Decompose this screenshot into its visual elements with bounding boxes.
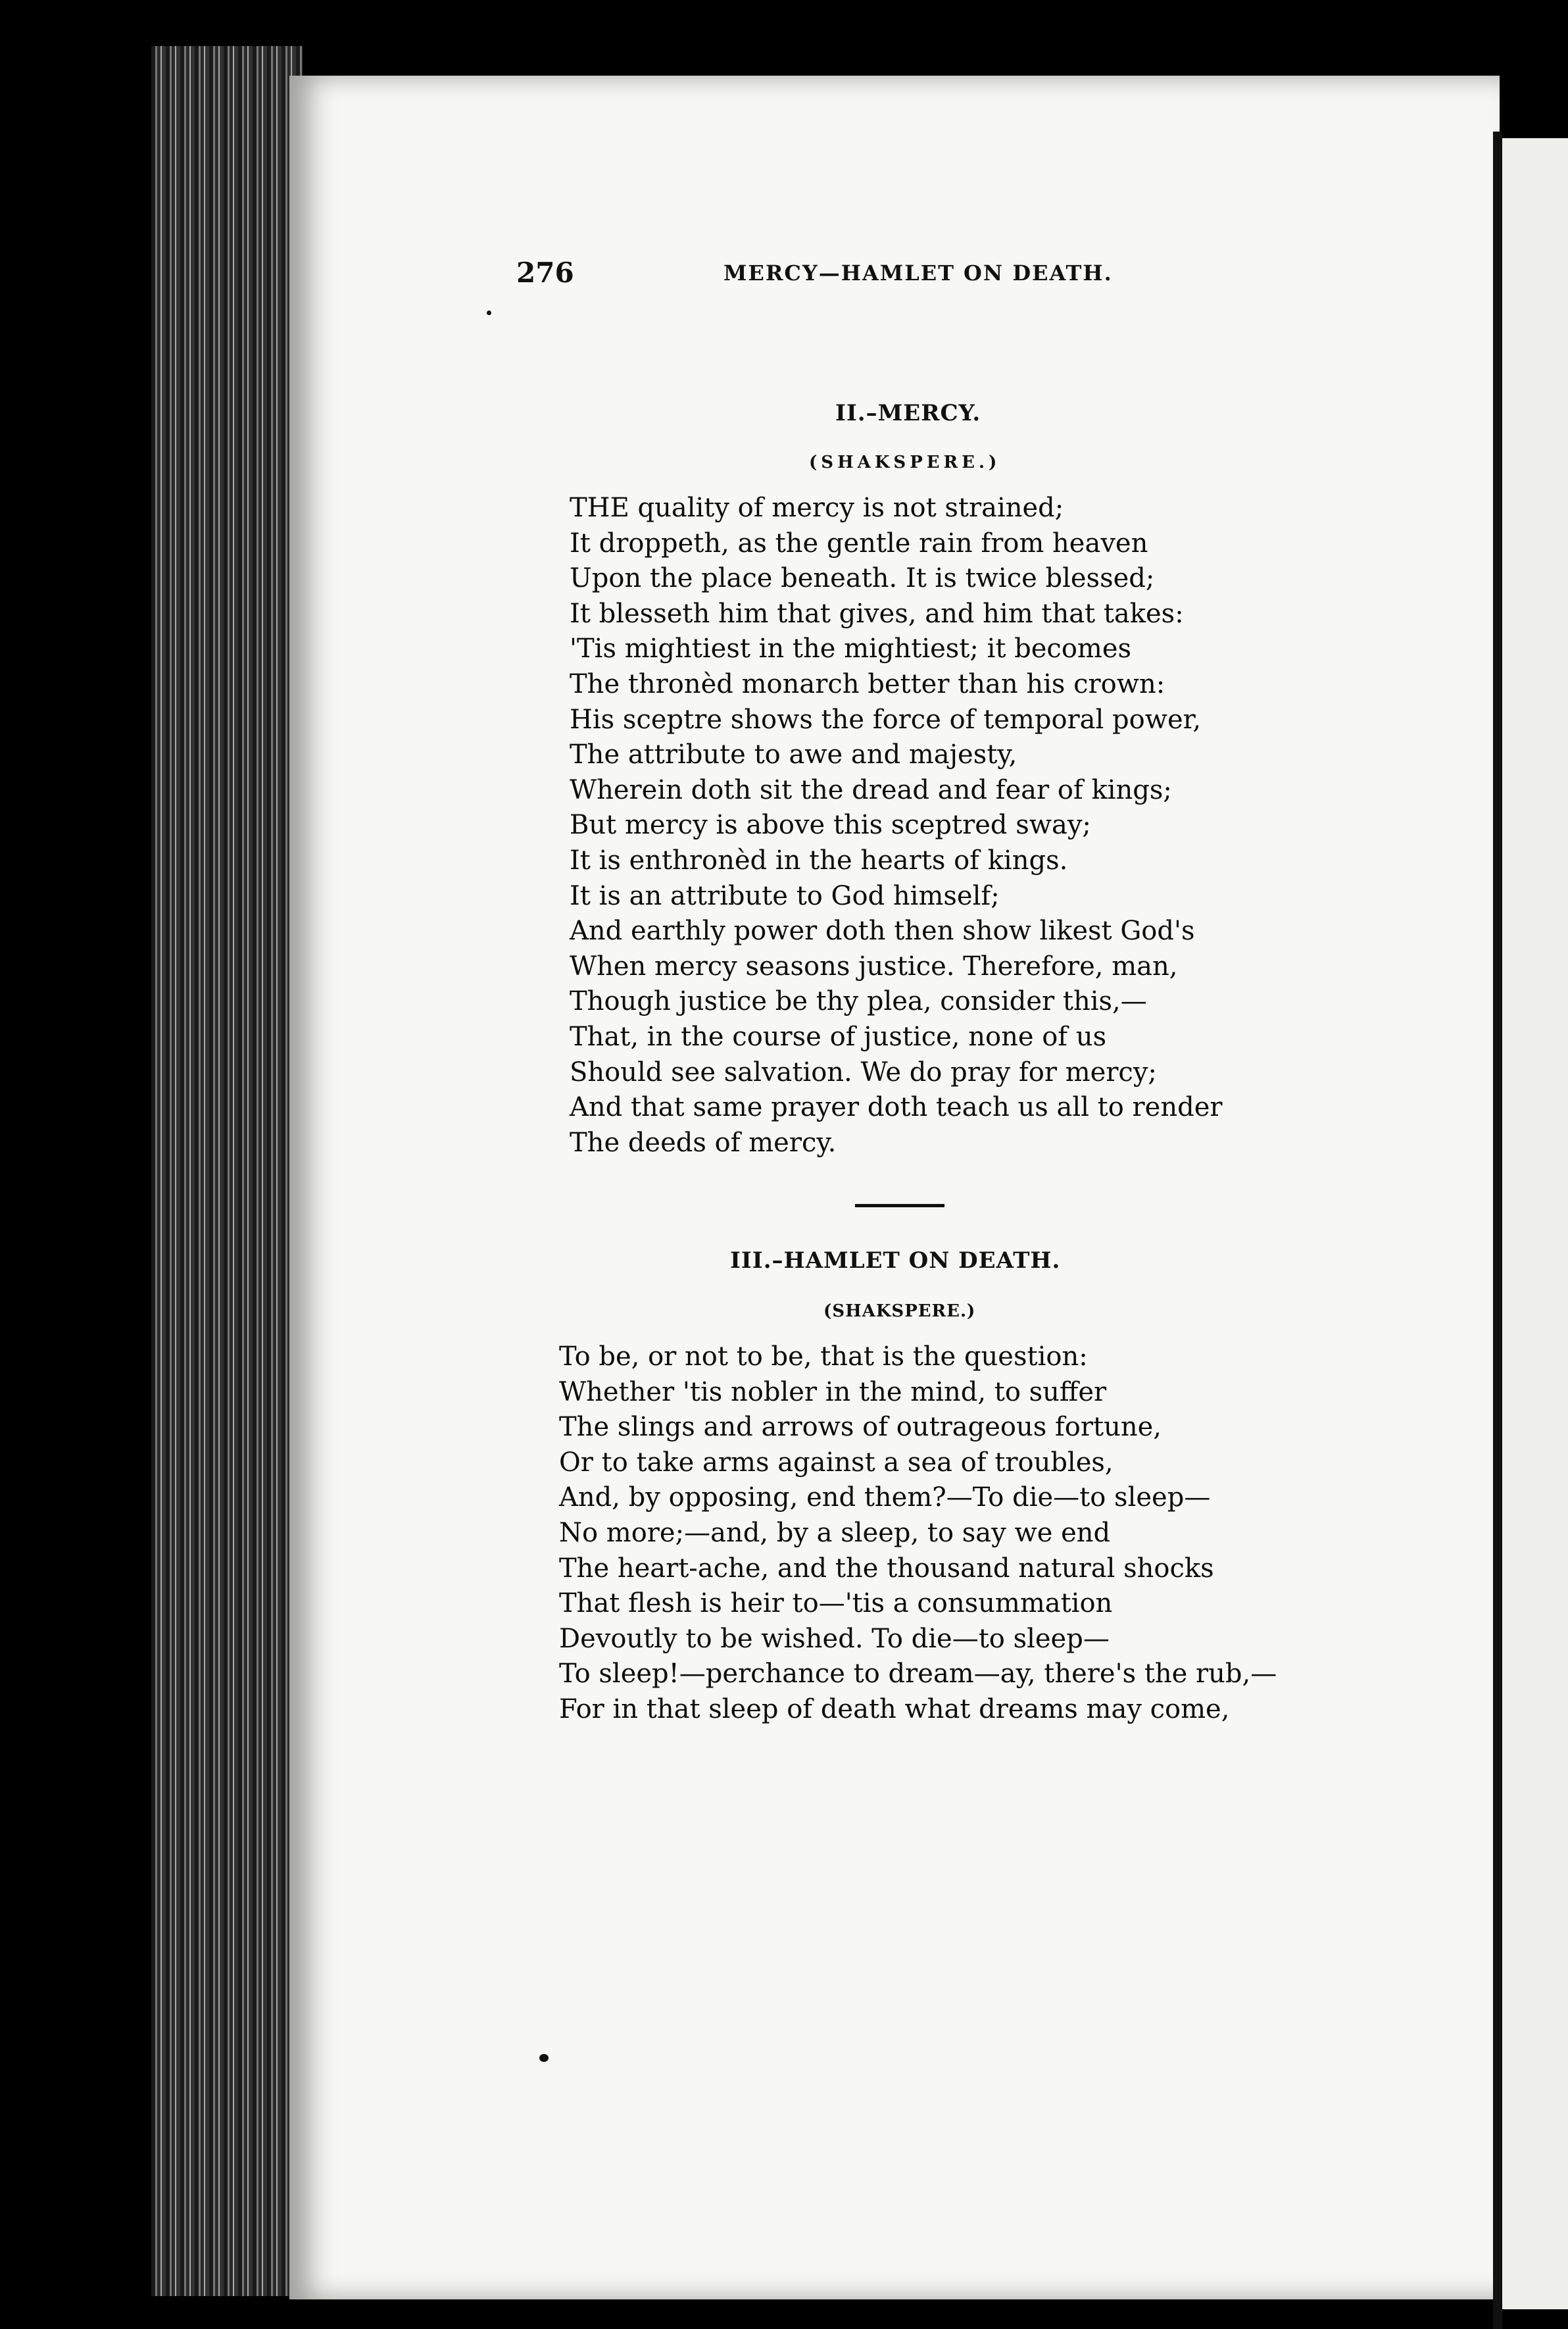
- mercy-attribution: (SHAKSPERE.): [809, 453, 1001, 472]
- poem-line: To sleep!—perchance to dream—ay, there's the rub,—: [559, 1659, 1277, 1690]
- mercy-title: II.–MERCY.: [835, 400, 981, 426]
- hamlet-poem: [559, 1340, 1277, 1728]
- poem-line: To be, or not to be, that is the question:: [559, 1341, 1088, 1372]
- poem-line: It is enthronèd in the hearts of kings.: [570, 845, 1068, 876]
- page-header: [516, 257, 1273, 296]
- poem-line: Wherein doth sit the dread and fear of kings;: [570, 774, 1172, 805]
- hamlet-title: III.–HAMLET ON DEATH.: [730, 1247, 1061, 1274]
- poem-line: Devoutly to be wished. To die—to sleep—: [559, 1623, 1110, 1654]
- poem-line: For in that sleep of death what dreams may come,: [559, 1693, 1230, 1724]
- poem-line: It is an attribute to God himself;: [570, 880, 1000, 911]
- section-divider: [855, 1204, 944, 1207]
- poem-line: The slings and arrows of outrageous fortune,: [559, 1412, 1162, 1443]
- mercy-poem: [570, 491, 1223, 1161]
- poem-line: And that same prayer doth teach us all to render: [570, 1092, 1223, 1123]
- poem-line: The thronèd monarch better than his crown:: [570, 668, 1165, 699]
- book-gutter: [1493, 132, 1502, 2329]
- poem-line: And, by opposing, end them?—To die—to sleep—: [559, 1482, 1211, 1513]
- poem-line: The deeds of mercy.: [570, 1127, 837, 1158]
- running-head: MERCY—HAMLET ON DEATH.: [723, 261, 1113, 286]
- poem-line: Should see salvation. We do pray for mercy;: [570, 1057, 1157, 1088]
- poem-line: It blesseth him that gives, and him that takes:: [570, 598, 1184, 629]
- poem-line: But mercy is above this sceptred sway;: [570, 810, 1091, 841]
- poem-line: 'Tis mightiest in the mightiest; it becomes: [570, 634, 1132, 664]
- poem-line: That, in the course of justice, none of us: [570, 1021, 1107, 1052]
- poem-line: His sceptre shows the force of temporal power,: [570, 704, 1202, 735]
- poem-line: And earthly power doth then show likest God's: [570, 916, 1195, 947]
- poem-line: It droppeth, as the gentle rain from heaven: [570, 528, 1148, 559]
- page-number: 276: [516, 257, 574, 289]
- poem-line: No more;—and, by a sleep, to say we end: [559, 1517, 1111, 1548]
- page-speck: [539, 2054, 549, 2062]
- hamlet-attribution: (SHAKSPERE.): [823, 1301, 976, 1321]
- poem-line: The attribute to awe and majesty,: [570, 739, 1017, 770]
- page-speck: [487, 311, 491, 315]
- poem-line: When mercy seasons justice. Therefore, man,: [570, 951, 1178, 982]
- poem-line: Though justice be thy plea, consider this,—: [570, 986, 1147, 1017]
- poem-line: The heart-ache, and the thousand natural shocks: [559, 1553, 1214, 1584]
- book-page-edges: [151, 46, 303, 2296]
- poem-line: Upon the place beneath. It is twice blessed;: [570, 563, 1155, 594]
- poem-line: THE quality of mercy is not strained;: [570, 493, 1064, 523]
- poem-line: That flesh is heir to—'tis a consummation: [559, 1588, 1113, 1619]
- poem-line: Or to take arms against a sea of troubles,: [559, 1447, 1114, 1478]
- poem-line: Whether 'tis nobler in the mind, to suffer: [559, 1376, 1107, 1407]
- facing-page-edge: [1502, 138, 1568, 2309]
